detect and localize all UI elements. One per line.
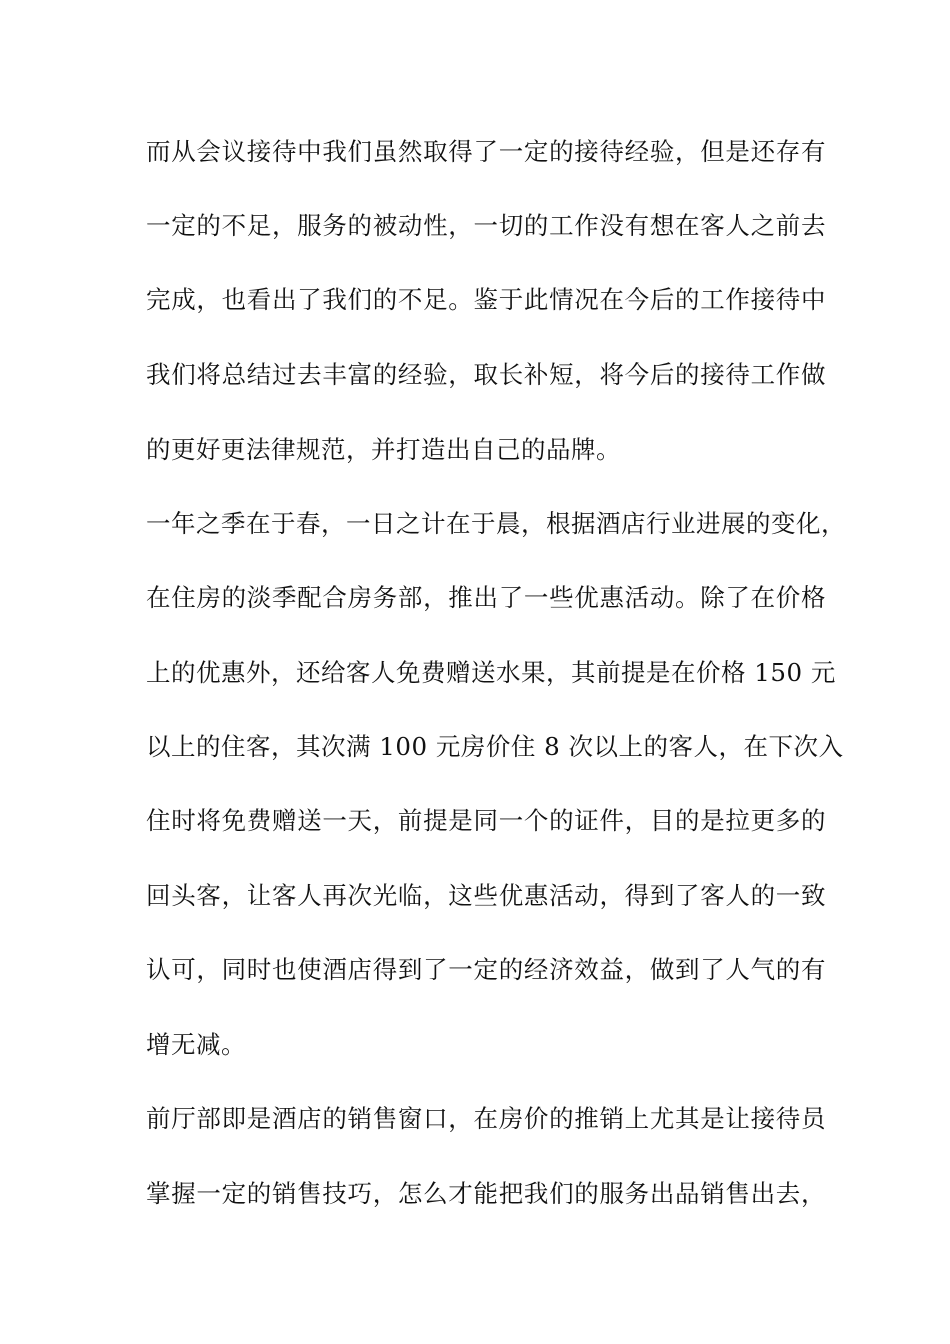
text-line: 认可，同时也使酒店得到了一定的经济效益，做到了人气的有 (146, 955, 826, 984)
text-line: 掌握一定的销售技巧，怎么才能把我们的服务出品销售出去， (146, 1179, 826, 1208)
text-line: 而从会议接待中我们虽然取得了一定的接待经验，但是还存有 (146, 137, 826, 166)
text-line: 的更好更法律规范，并打造出自己的品牌。 (146, 435, 621, 464)
text-line: 上的优惠外，还给客人免费赠送水果，其前提是在价格 150 元 (146, 658, 836, 687)
text-line: 前厅部即是酒店的销售窗口，在房价的推销上尤其是让接待员 (146, 1104, 826, 1133)
text-line: 一定的不足，服务的被动性，一切的工作没有想在客人之前去 (146, 211, 826, 240)
text-line: 完成，也看出了我们的不足。鉴于此情况在今后的工作接待中 (146, 285, 826, 314)
text-line: 以上的住客，其次满 100 元房价住 8 次以上的客人，在下次入 (146, 732, 844, 761)
text-line: 一年之季在于春，一日之计在于晨，根据酒店行业进展的变化， (146, 509, 846, 538)
text-line: 增无减。 (146, 1030, 246, 1059)
text-line: 住时将免费赠送一天，前提是同一个的证件，目的是拉更多的 (146, 806, 826, 835)
text-line: 我们将总结过去丰富的经验，取长补短，将今后的接待工作做 (146, 360, 826, 389)
text-line: 回头客，让客人再次光临，这些优惠活动，得到了客人的一致 (146, 881, 826, 910)
text-line: 在住房的淡季配合房务部，推出了一些优惠活动。除了在价格 (146, 583, 826, 612)
